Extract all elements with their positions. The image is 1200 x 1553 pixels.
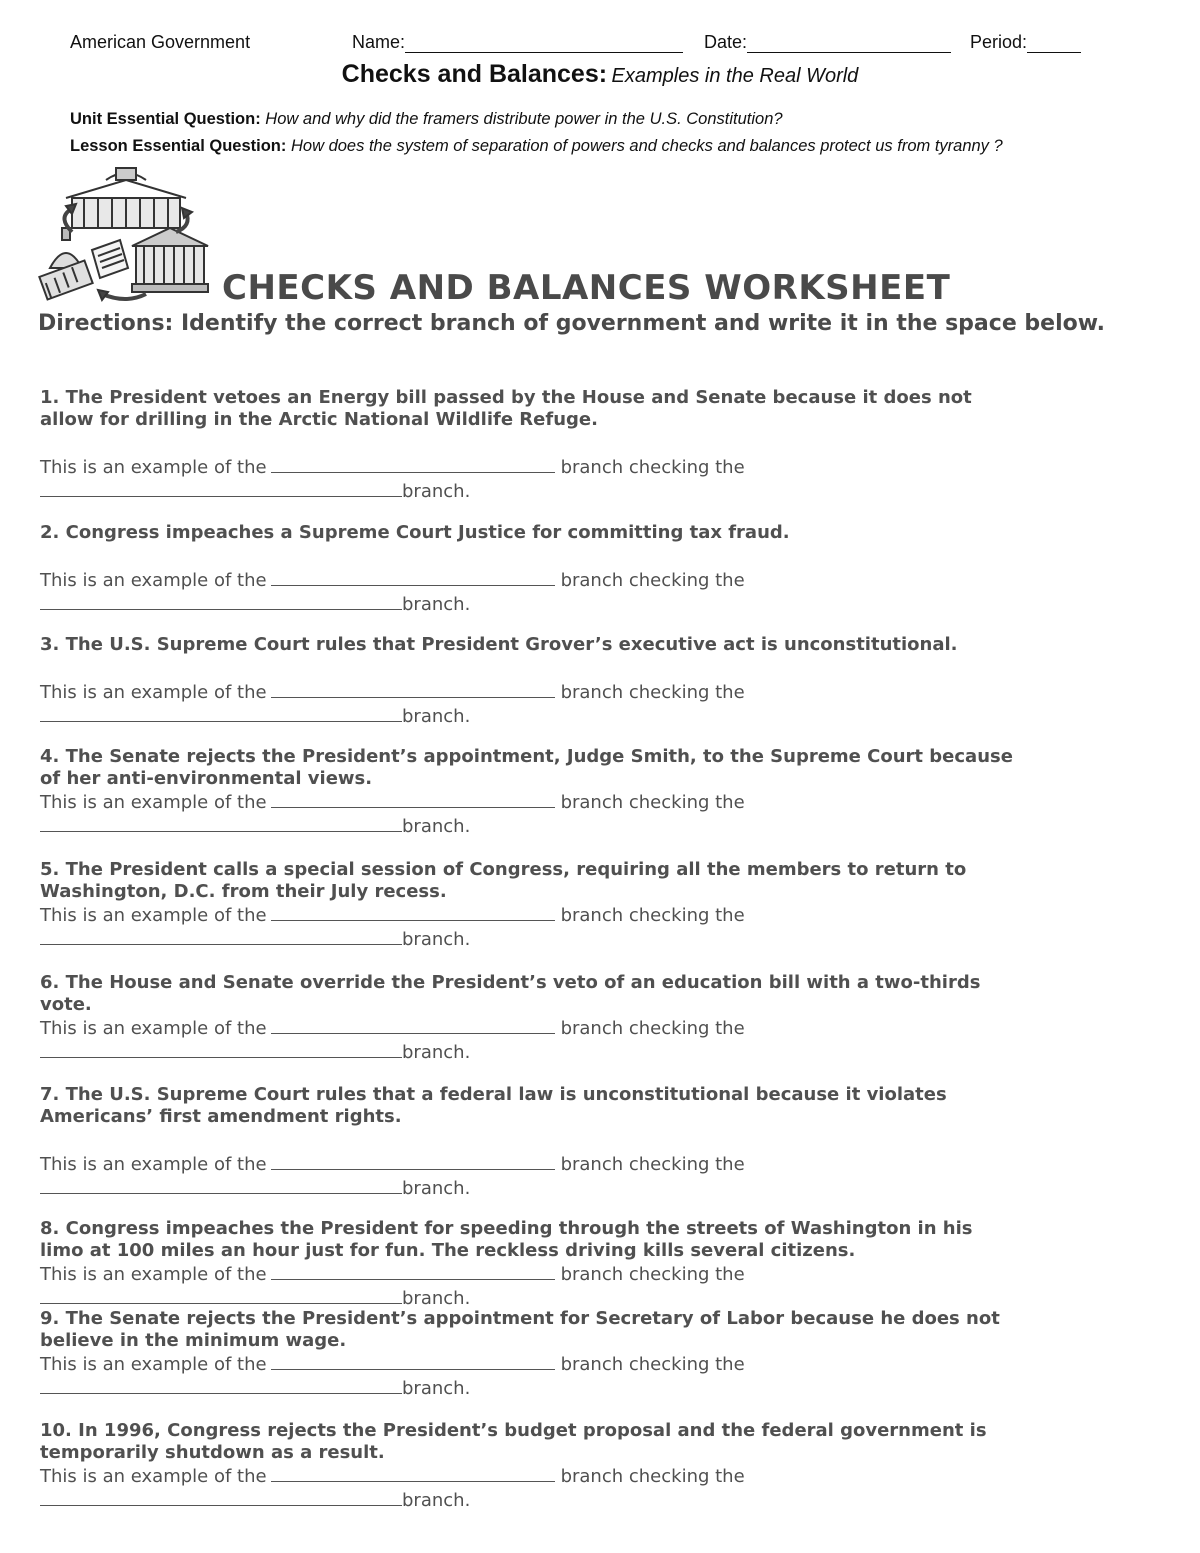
government-buildings-clipart [36, 158, 214, 306]
question-text-line2: allow for drilling in the Arctic National Wildlife Refuge. [40, 409, 598, 430]
answer-line-2: branch. [40, 704, 1150, 728]
question-text-line1: 7. The U.S. Supreme Court rules that a federal law is unconstitutional because it violates [40, 1084, 947, 1105]
question-text-line1: 1. The President vetoes an Energy bill passed by the House and Senate because it does not [40, 387, 972, 408]
answer-blank-2[interactable] [40, 592, 402, 610]
answer-blank-1[interactable] [271, 1464, 555, 1482]
question-text-line2: believe in the minimum wage. [40, 1330, 347, 1351]
question-text-line1: 6. The House and Senate override the President’s veto of an education bill with a two-thirds [40, 972, 981, 993]
answer-blank-2[interactable] [40, 927, 402, 945]
answer-blank-2[interactable] [40, 1040, 402, 1058]
answer-line-2: branch. [40, 1286, 1150, 1310]
answer-blank-1[interactable] [271, 680, 555, 698]
answer-blank-2[interactable] [40, 1488, 402, 1506]
answer-line: This is an example of the branch checking the [40, 1154, 745, 1175]
answer-blank-2[interactable] [40, 1176, 402, 1194]
answer-blank-1[interactable] [271, 1016, 555, 1034]
question-3 [40, 634, 1150, 728]
answer-line-2: branch. [40, 592, 1150, 616]
answer-line: This is an example of the branch checking the [40, 792, 745, 813]
answer-line: This is an example of the branch checking the [40, 1354, 745, 1375]
period-field [970, 32, 1081, 53]
question-text-line1: 3. The U.S. Supreme Court rules that President Grover’s executive act is unconstitutional. [40, 634, 958, 655]
answer-blank-2[interactable] [40, 1286, 402, 1304]
question-text-line2: limo at 100 miles an hour just for fun. The reckless driving kills several citizens. [40, 1240, 856, 1261]
question-9 [40, 1308, 1150, 1400]
unit-essential-question [70, 110, 783, 129]
question-1 [40, 387, 1150, 503]
answer-blank-1[interactable] [271, 1352, 555, 1370]
answer-line-2: branch. [40, 1176, 1150, 1200]
answer-line: This is an example of the branch checking the [40, 905, 745, 926]
worksheet-title: CHECKS AND BALANCES WORKSHEET [222, 268, 951, 308]
answer-blank-2[interactable] [40, 814, 402, 832]
answer-line: This is an example of the branch checking the [40, 1466, 745, 1487]
title-sub: Examples in the Real World [611, 65, 859, 87]
question-8 [40, 1218, 1150, 1310]
question-text-line2: Americans’ first amendment rights. [40, 1106, 402, 1127]
period-label: Period: [970, 32, 1028, 52]
answer-blank-1[interactable] [271, 455, 555, 473]
question-text-line1: 9. The Senate rejects the President’s appointment for Secretary of Labor because he does not [40, 1308, 1000, 1329]
page-title [0, 60, 1200, 89]
answer-line-2: branch. [40, 1376, 1150, 1400]
question-2 [40, 522, 1150, 616]
answer-line: This is an example of the branch checking the [40, 1264, 745, 1285]
lesson-essential-question [70, 137, 1003, 156]
answer-blank-1[interactable] [271, 568, 555, 586]
answer-line: This is an example of the branch checking the [40, 1018, 745, 1039]
answer-blank-2[interactable] [40, 1376, 402, 1394]
name-label: Name: [352, 32, 406, 52]
title-main: Checks and Balances: [341, 60, 608, 88]
lesson-question-label: Lesson Essential Question: [70, 137, 287, 155]
answer-line-2: branch. [40, 814, 1150, 838]
answer-line-2: branch. [40, 1040, 1150, 1064]
question-text-line2: temporarily shutdown as a result. [40, 1442, 385, 1463]
question-10 [40, 1420, 1150, 1512]
answer-blank-1[interactable] [271, 903, 555, 921]
date-label: Date: [704, 32, 748, 52]
answer-line: This is an example of the branch checking the [40, 682, 745, 703]
answer-line-2: branch. [40, 927, 1150, 951]
question-text-line1: 5. The President calls a special session of Congress, requiring all the members to return to [40, 859, 967, 880]
directions: Directions: Identify the correct branch of government and write it in the space below. [38, 311, 1105, 336]
answer-line: This is an example of the branch checking the [40, 457, 745, 478]
question-text-line2: Washington, D.C. from their July recess. [40, 881, 447, 902]
question-text-line2: of her anti-environmental views. [40, 768, 373, 789]
date-blank[interactable] [747, 34, 951, 53]
answer-blank-2[interactable] [40, 704, 402, 722]
answer-line: This is an example of the branch checking the [40, 570, 745, 591]
unit-question-text: How and why did the framers distribute power in the U.S. Constitution? [265, 110, 783, 128]
answer-line-2: branch. [40, 1488, 1150, 1512]
unit-question-label: Unit Essential Question: [70, 110, 261, 128]
answer-blank-1[interactable] [271, 1152, 555, 1170]
date-field [704, 32, 951, 53]
question-text-line1: 2. Congress impeaches a Supreme Court Justice for committing tax fraud. [40, 522, 790, 543]
answer-blank-2[interactable] [40, 479, 402, 497]
question-7 [40, 1084, 1150, 1200]
answer-line-2: branch. [40, 479, 1150, 503]
name-blank[interactable] [405, 34, 683, 53]
question-4 [40, 746, 1150, 838]
question-text-line2: vote. [40, 994, 92, 1015]
question-5 [40, 859, 1150, 951]
course-label: American Government [70, 32, 251, 52]
question-text-line1: 8. Congress impeaches the President for speeding through the streets of Washington in his [40, 1218, 973, 1239]
question-6 [40, 972, 1150, 1064]
lesson-question-text: How does the system of separation of powers and checks and balances protect us from tyranny ? [290, 137, 1003, 155]
answer-blank-1[interactable] [271, 790, 555, 808]
question-text-line1: 4. The Senate rejects the President’s appointment, Judge Smith, to the Supreme Court because [40, 746, 1013, 767]
period-blank[interactable] [1027, 34, 1081, 53]
answer-blank-1[interactable] [271, 1262, 555, 1280]
question-text-line1: 10. In 1996, Congress rejects the President’s budget proposal and the federal government is [40, 1420, 987, 1441]
name-field [352, 32, 683, 53]
